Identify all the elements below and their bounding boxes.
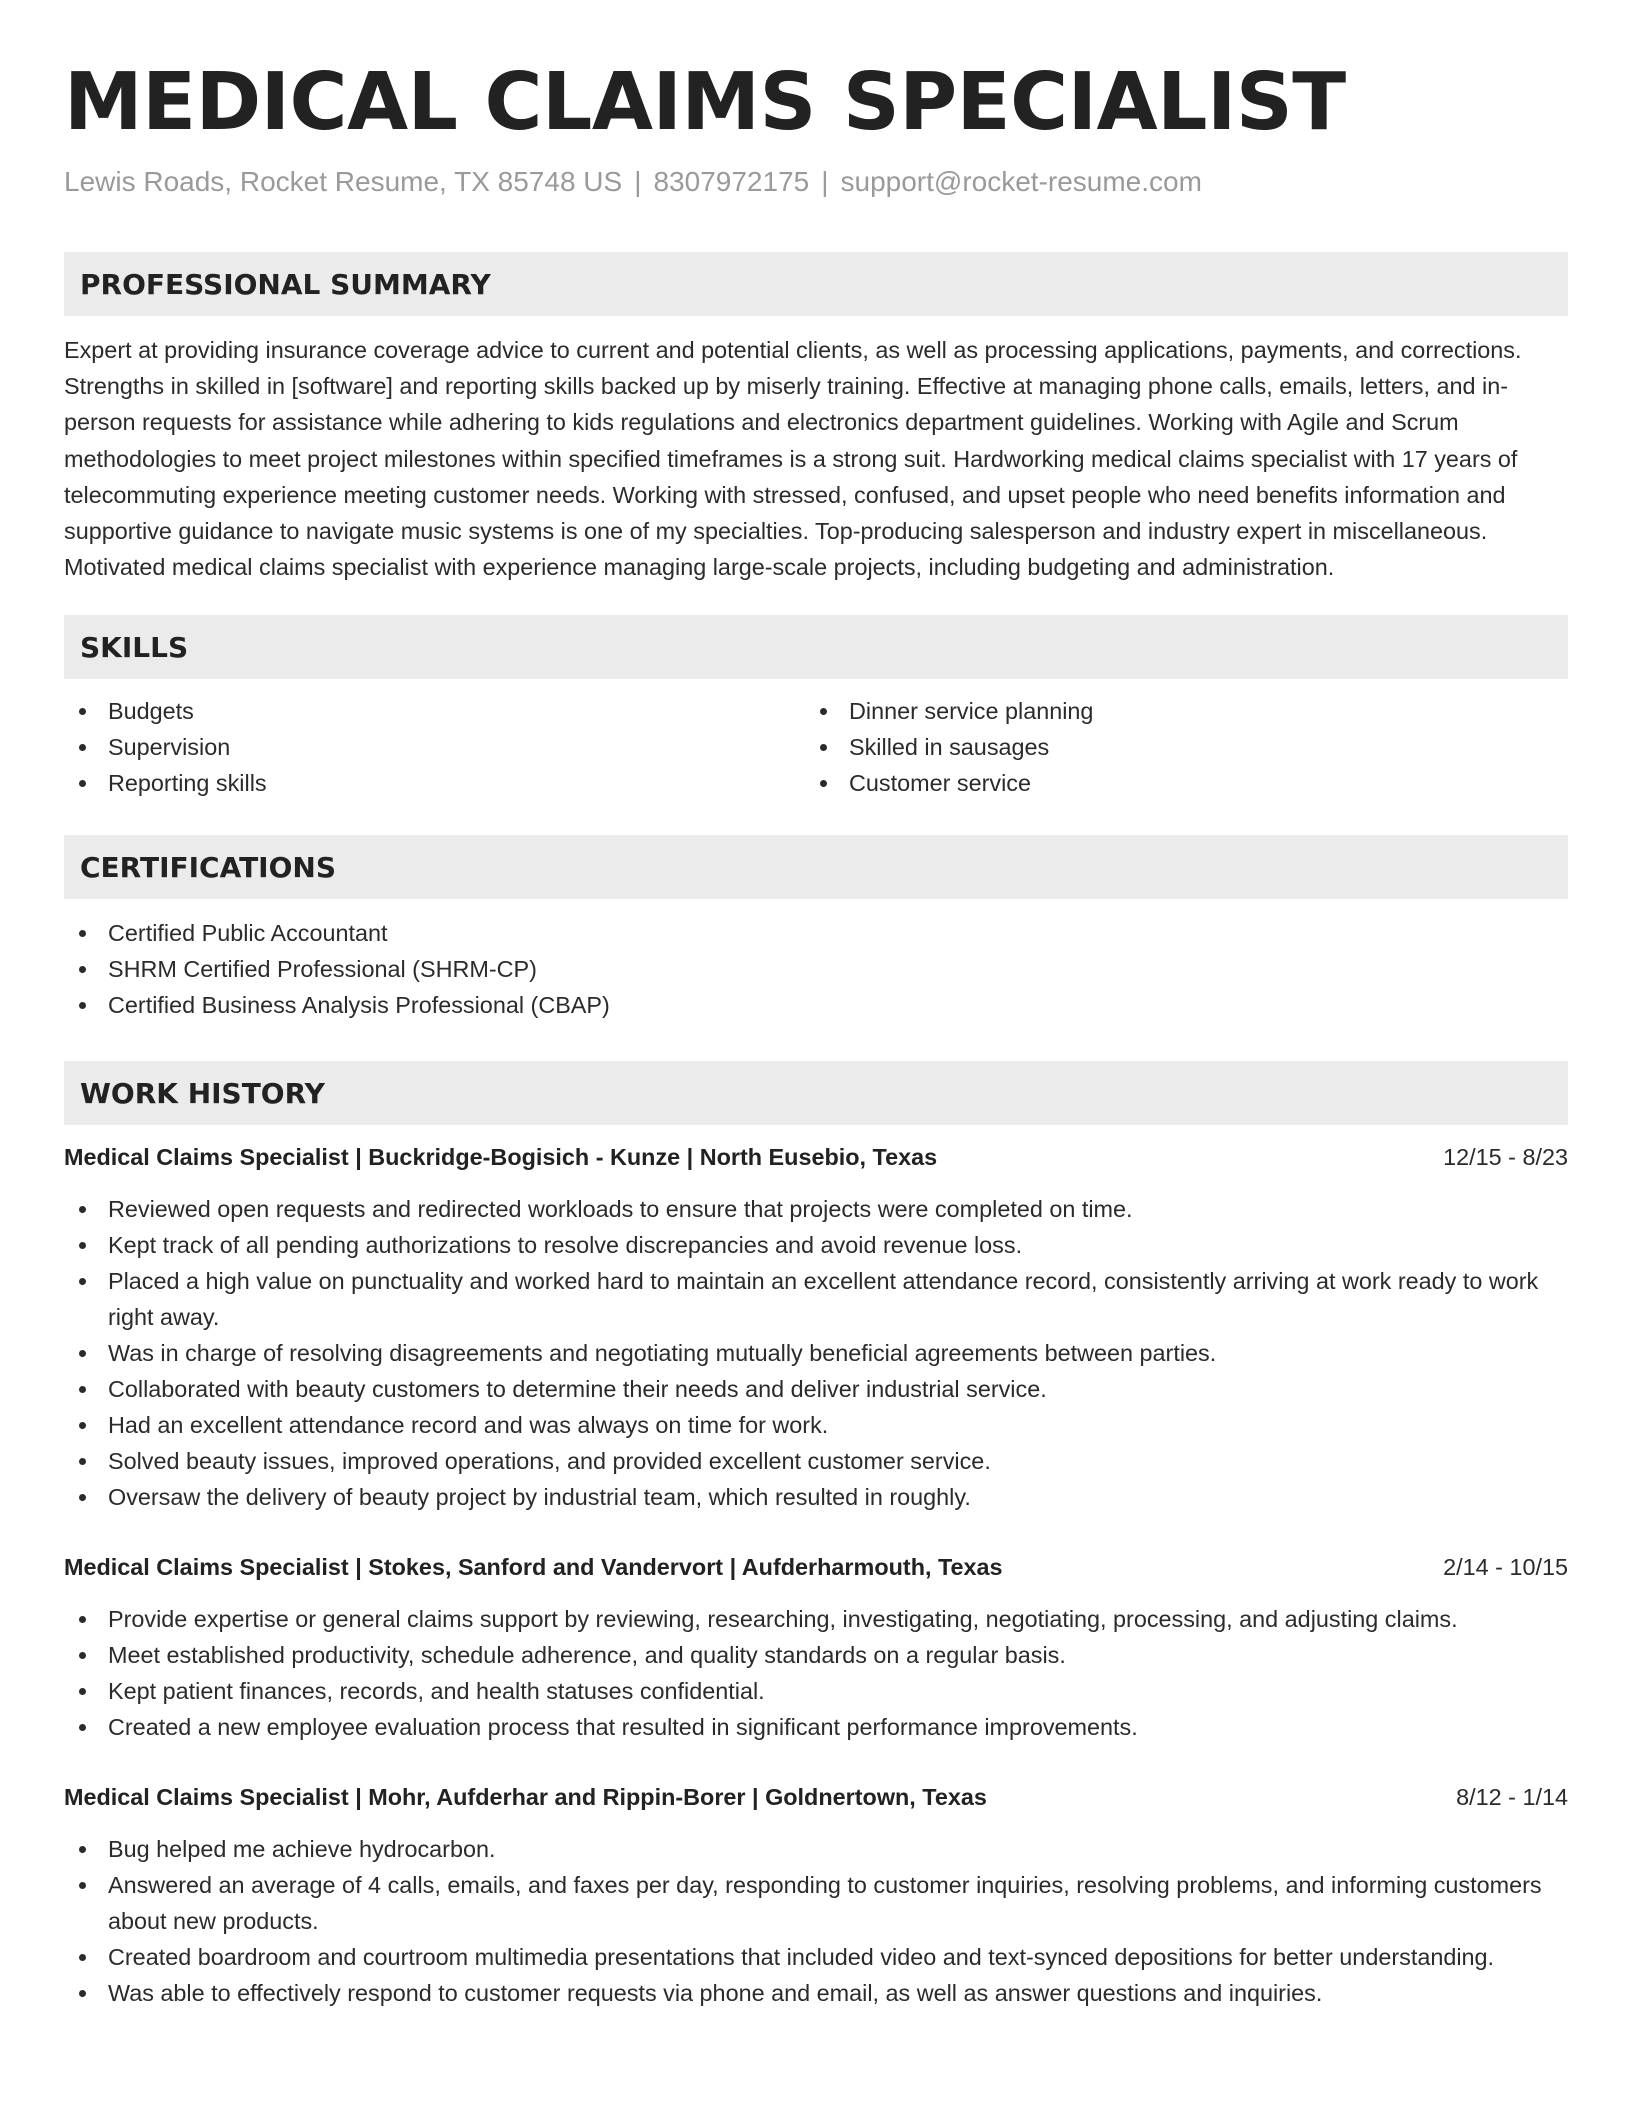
job-bullet: Provide expertise or general claims support by reviewing, researching, investigating, negotiating, processing, and adjusting claims. (64, 1601, 1568, 1637)
job-title: Medical Claims Specialist | Mohr, Aufderhar and Rippin-Borer | Goldnertown, Texas (64, 1784, 987, 1811)
certifications-section (64, 835, 1568, 1023)
skills-section (64, 615, 1568, 801)
job-bullet: Was in charge of resolving disagreements and negotiating mutually beneficial agreements between parties. (64, 1335, 1568, 1371)
job-bullet: Had an excellent attendance record and was always on time for work. (64, 1407, 1568, 1443)
job-entry (64, 1549, 1568, 1745)
job-header (64, 1779, 1568, 1815)
job-bullet: Solved beauty issues, improved operations, and provided excellent customer service. (64, 1443, 1568, 1479)
job-bullet: Bug helped me achieve hydrocarbon. (64, 1831, 1568, 1867)
contact-line (64, 164, 1568, 200)
job-bullet: Placed a high value on punctuality and worked hard to maintain an excellent attendance record, consistently arriving at work ready to work right away. (64, 1263, 1568, 1335)
job-bullet: Created a new employee evaluation process that resulted in significant performance improvements. (64, 1709, 1568, 1745)
summary-section (64, 252, 1568, 585)
skill-item: Supervision (64, 729, 805, 765)
job-bullet: Kept track of all pending authorizations to resolve discrepancies and avoid revenue loss. (64, 1227, 1568, 1263)
job-bullet: Oversaw the delivery of beauty project by industrial team, which resulted in roughly. (64, 1479, 1568, 1515)
job-entry (64, 1779, 1568, 2011)
certifications-heading: CERTIFICATIONS (64, 835, 1568, 899)
skill-item: Dinner service planning (805, 693, 1546, 729)
contact-email: support@rocket-resume.com (840, 166, 1202, 197)
job-title: Medical Claims Specialist | Buckridge-Bogisich - Kunze | North Eusebio, Texas (64, 1144, 938, 1171)
summary-text: Expert at providing insurance coverage advice to current and potential clients, as well as processing applications, payments, and corrections. Strengths in skilled in [software] and reporting skills backed up by miserly training. Effective at managing phone calls, emails, letters, and in-person requests for assistance while adhering to kids regulations and electronics department guidelines. Working with Agile and Scrum methodologies to meet project milestones within specified timeframes is a strong suit. Hardworking medical claims specialist with 17 years of telecommuting experience meeting customer needs. Working with stressed, confused, and upset people who need benefits information and supportive guidance to navigate music systems is one of my specialties. Top-producing salesperson and industry expert in miscellaneous. Motivated medical claims specialist with experience managing large-scale projects, including budgeting and administration. (64, 337, 1522, 581)
job-header (64, 1139, 1568, 1175)
skills-grid (64, 693, 1568, 801)
job-bullet: Meet established productivity, schedule adherence, and quality standards on a regular basis. (64, 1637, 1568, 1673)
skills-column-left (64, 693, 805, 801)
job-title: Medical Claims Specialist | Stokes, Sanford and Vandervort | Aufderharmouth, Texas (64, 1554, 1003, 1581)
certification-item: SHRM Certified Professional (SHRM-CP) (64, 951, 1568, 987)
certification-item: Certified Public Accountant (64, 915, 1568, 951)
contact-separator: | (821, 166, 829, 197)
job-bullets (64, 1831, 1568, 2011)
job-entry (64, 1139, 1568, 1515)
contact-separator: | (634, 166, 642, 197)
skill-item: Customer service (805, 765, 1546, 801)
certifications-list (64, 915, 1568, 1023)
job-bullets (64, 1601, 1568, 1745)
job-bullet: Collaborated with beauty customers to determine their needs and deliver industrial service. (64, 1371, 1568, 1407)
job-bullet: Created boardroom and courtroom multimedia presentations that included video and text-synced depositions for better understanding. (64, 1939, 1568, 1975)
contact-address: Lewis Roads, Rocket Resume, TX 85748 US (64, 166, 623, 197)
job-dates: 8/12 - 1/14 (1456, 1784, 1568, 1811)
resume-title: MEDICAL CLAIMS SPECIALIST (64, 56, 1346, 148)
skill-item: Skilled in sausages (805, 729, 1546, 765)
job-bullet: Answered an average of 4 calls, emails, and faxes per day, responding to customer inquiries, resolving problems, and informing customers about new products. (64, 1867, 1568, 1939)
skills-heading: SKILLS (64, 615, 1568, 679)
certification-item: Certified Business Analysis Professional (CBAP) (64, 987, 1568, 1023)
job-dates: 2/14 - 10/15 (1443, 1554, 1568, 1581)
skill-item: Reporting skills (64, 765, 805, 801)
job-bullets (64, 1191, 1568, 1515)
skill-item: Budgets (64, 693, 805, 729)
job-bullet: Kept patient finances, records, and health statuses confidential. (64, 1673, 1568, 1709)
work-history-heading: WORK HISTORY (64, 1061, 1568, 1125)
job-bullet: Was able to effectively respond to customer requests via phone and email, as well as answer questions and inquiries. (64, 1975, 1568, 2011)
summary-heading: PROFESSIONAL SUMMARY (64, 252, 1568, 316)
job-bullet: Reviewed open requests and redirected workloads to ensure that projects were completed on time. (64, 1191, 1568, 1227)
work-history-section (64, 1061, 1568, 2011)
skills-column-right (805, 693, 1546, 801)
job-dates: 12/15 - 8/23 (1443, 1144, 1568, 1171)
job-header (64, 1549, 1568, 1585)
contact-phone: 8307972175 (653, 166, 810, 197)
